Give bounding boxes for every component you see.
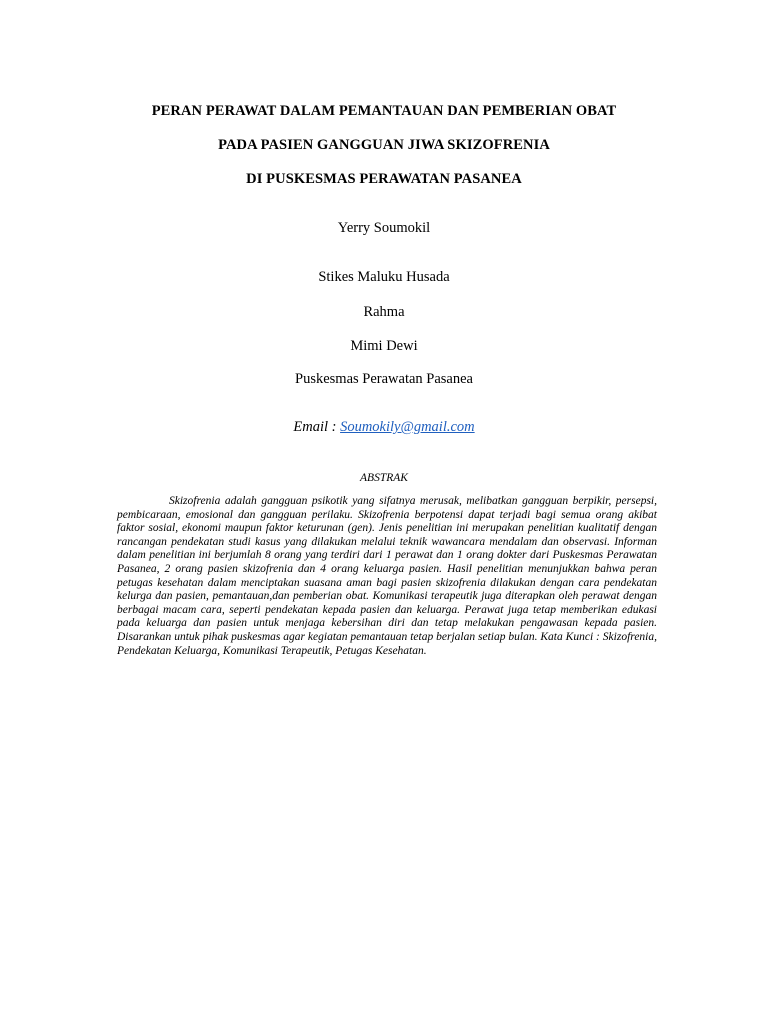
abstract-body: Skizofrenia adalah gangguan psikotik yang sifatnya merusak, melibatkan gangguan berpikir, persepsi, pembicaraan, emosional dan gangguan perilaku. Skizofrenia berpotensi dapat terjadi bagi semua orang akibat faktor sosial, ekonomi maupun faktor keturunan (gen). Jenis penelitian ini merupakan penelitian kualitatif dengan rancangan pendekatan studi kasus yang dilakukan melalui teknik wawancara mendalam dan observasi. Informan dalam penelitian ini berjumlah 8 orang yang terdiri dari 1 perawat dan 1 orang dokter dari Puskesmas Perawatan Pasanea, 2 orang pasien skizofrenia dan 4 orang keluarga pasien. Hasil penelitian menunjukkan bahwa peran petugas kesehatan dalam menciptakan suasana aman bagi pasien skizofrenia dilakukan dengan cara pendekatan kelurga dan pasien, pemantauan,dan pemberian obat. Komunikasi terapeutik juga diterapkan oleh perawat dengan berbagai macam cara, seperti pendekatan kepada pasien dan keluarga. Perawat juga tetap memberikan edukasi pada keluarga dan pasien untuk menjaga kebersihan diri dan tetap melakukan pengawasan kepada pasien. Disarankan untuk pihak puskesmas agar kegiatan pemantauan tetap berjalan setiap bulan. Kata Kunci : Skizofrenia, Pendekatan Keluarga, Komunikasi Terapeutik, Petugas Kesehatan. [117, 495, 657, 657]
author-name-1: Yerry Soumokil [337, 220, 431, 236]
email-link[interactable]: Soumokily@gmail.com [340, 419, 475, 435]
email-line [0, 419, 768, 436]
title-line-2: PADA PASIEN GANGGUAN JIWA SKIZOFRENIA [218, 137, 550, 153]
author-affiliation-2: Puskesmas Perawatan Pasanea [295, 371, 473, 387]
author-affiliation-1: Stikes Maluku Husada [318, 269, 450, 285]
author-name-3: Mimi Dewi [350, 338, 418, 354]
title-line-1: PERAN PERAWAT DALAM PEMANTAUAN DAN PEMBERIAN OBAT [151, 103, 617, 119]
title-line-3: DI PUSKESMAS PERAWATAN PASANEA [246, 171, 522, 187]
abstract-heading: ABSTRAK [360, 472, 408, 484]
author-name-2: Rahma [363, 304, 405, 320]
email-label: Email : [293, 419, 341, 435]
